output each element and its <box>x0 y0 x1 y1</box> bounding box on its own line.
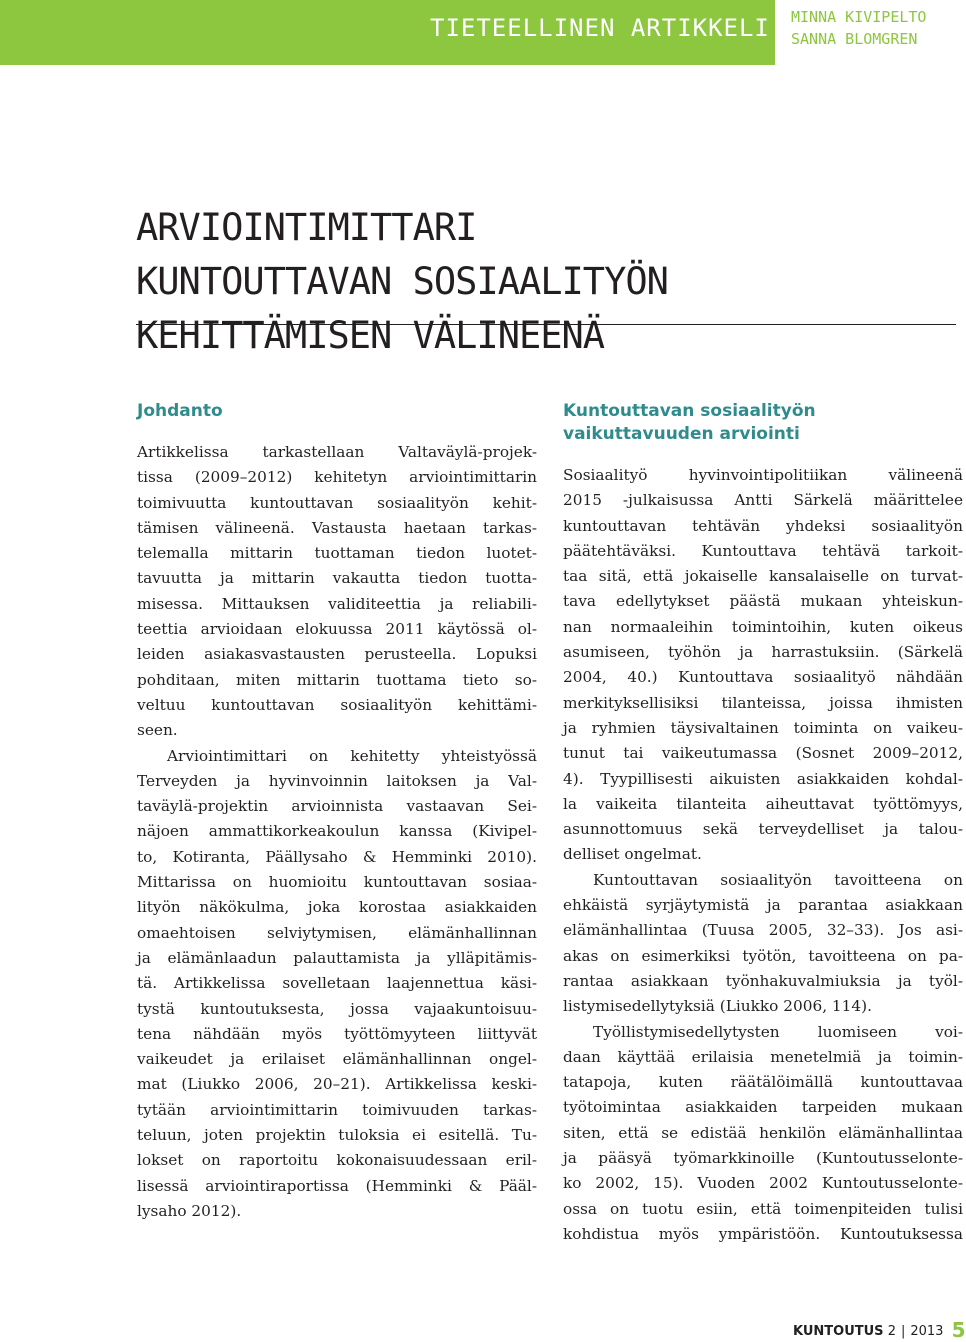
text-line: leiden asiakasvastausten perusteella. Lopuksi <box>137 645 537 664</box>
text-line: tytään arviointimittarin toimivuuden tarkas- <box>137 1100 537 1119</box>
text-line: pohditaan, miten mittarin tuottama tieto so- <box>137 670 537 689</box>
text-line: näjoen ammattikorkeakoulun kanssa (Kivipel- <box>137 822 537 841</box>
text-line: tatapoja, kuten räätälöimällä kuntouttavaa <box>563 1073 963 1092</box>
text-line: teettia arvioidaan elokuussa 2011 käytössä ol- <box>137 620 537 639</box>
text-line: taa sitä, että jokaiselle kansalaiselle on turvat- <box>563 567 963 586</box>
separator: | <box>900 1324 906 1339</box>
text-line: tunut tai vaikeutumassa (Sosnet 2009–2012, <box>563 744 963 763</box>
text-line: ossa on tuotu esiin, että toimenpiteiden tulisi <box>563 1199 963 1218</box>
text-line: nan normaaleihin toimintoihin, kuten oikeus <box>563 617 963 636</box>
text-line: omaehtoisen selviytymisen, elämänhallinnan <box>137 923 537 942</box>
text-line: taväylä-projektin arvioinnista vastaavan Sei- <box>137 797 537 816</box>
text-line: Työllistymisedellytysten luomiseen voi- <box>593 1022 963 1041</box>
text-line: Kuntouttavan sosiaalityön tavoitteena on <box>593 870 963 889</box>
left-column <box>137 400 537 1224</box>
article-title <box>136 201 668 363</box>
text-line: tava edellytykset päästä mukaan yhteiskun- <box>563 592 963 611</box>
title-line: KUNTOUTTAVAN SOSIAALITYÖN <box>136 259 668 303</box>
text-line: to, Kotiranta, Päällysaho & Hemminki 2010). <box>137 847 537 866</box>
text-line: vaikeudet ja erilaiset elämänhallinnan ongel- <box>137 1050 537 1069</box>
text-line: veltuu kuntouttavan sosiaalityön kehittämi- <box>137 695 537 714</box>
text-line: lokset on raportoitu kokonaisuudessaan eril- <box>137 1151 537 1170</box>
text-line: tena nähdään myös työttömyyteen liittyvät <box>137 1024 537 1043</box>
text-line: elämänhallintaa (Tuusa 2005, 32–33). Jos asi- <box>563 921 963 940</box>
text-line: lysaho 2012). <box>137 1201 242 1220</box>
text-line: asumiseen, työhön ja harrastuksiin. (Särkelä <box>563 643 963 662</box>
section-heading-johdanto: Johdanto <box>137 401 223 421</box>
author-list <box>791 6 926 50</box>
text-line: Artikkelissa tarkastellaan Valtaväylä-projek- <box>137 443 537 461</box>
text-line: seen. <box>137 721 178 740</box>
section-label: TIETEELLINEN ARTIKKELI <box>430 14 770 42</box>
text-line: ko 2002, 15). Vuoden 2002 Kuntoutusselonte- <box>563 1174 963 1193</box>
text-line: 4). Tyypillisesti aikuisten asiakkaiden kohdal- <box>563 769 963 788</box>
text-line: asunnottomuus sekä terveydelliset ja talou- <box>563 820 963 839</box>
heading-line: Kuntouttavan sosiaalityön <box>563 401 816 421</box>
title-rule <box>136 324 956 325</box>
author-name: SANNA BLOMGREN <box>791 30 918 48</box>
text-line: 2004, 40.) Kuntouttava sosiaalityö nähdään <box>563 668 963 687</box>
text-line: työtoimintaa asiakkaiden tarpeiden mukaan <box>563 1098 963 1117</box>
text-line: daan käyttää erilaisia menetelmiä ja toimin- <box>563 1047 963 1066</box>
text-line: Mittarissa on huomioitu kuntouttavan sosiaa- <box>137 873 537 892</box>
text-line: tavuutta ja mittarin vakautta tiedon tuotta- <box>137 569 537 588</box>
text-line: listymisedellytyksiä (Liukko 2006, 114). <box>563 997 872 1016</box>
section-heading-vaikuttavuus <box>563 400 963 446</box>
right-body <box>563 463 963 1247</box>
page-footer <box>793 1316 966 1340</box>
text-line: merkityksellisiksi tilanteissa, joissa ihmisten <box>563 693 963 712</box>
text-line: delliset ongelmat. <box>563 845 702 864</box>
text-line: misessa. Mittauksen validiteettia ja reliabili- <box>137 594 537 613</box>
text-line: mat (Liukko 2006, 20–21). Artikkelissa keski- <box>137 1075 537 1094</box>
text-line: telemalla mittarin tuottaman tiedon luotet- <box>137 544 537 563</box>
text-line: lityön näkökulma, joka korostaa asiakkaiden <box>137 898 537 917</box>
text-line: ja pääsyä työmarkkinoille (Kuntoutusselonte- <box>563 1149 963 1168</box>
text-line: siten, että se edistää henkilön elämänhallintaa <box>563 1123 963 1142</box>
text-line: Sosiaalityö hyvinvointipolitiikan välineenä <box>563 466 963 484</box>
issue-number: 2 <box>887 1324 896 1339</box>
text-line: Terveyden ja hyvinvoinnin laitoksen ja Val- <box>137 771 537 790</box>
left-body <box>137 440 537 1224</box>
text-line: kuntouttavan tehtävän yhdeksi sosiaalityön <box>563 516 963 535</box>
text-line: toimivuutta kuntouttavan sosiaalityön kehit- <box>137 493 537 512</box>
text-line: akas on esimerkiksi työtön, tavoitteena on pa- <box>563 946 963 965</box>
text-line: tä. Artikkelissa sovelletaan laajennettua käsi- <box>137 974 537 993</box>
heading-line: vaikuttavuuden arviointi <box>563 424 800 444</box>
text-line: teluun, joten projektin tuloksia ei esitellä. Tu- <box>137 1126 537 1145</box>
title-line: KEHITTÄMISEN VÄLINEENÄ <box>136 313 605 357</box>
text-line: päätehtäväksi. Kuntouttava tehtävä tarkoit- <box>563 541 963 560</box>
header-bar <box>0 0 775 65</box>
text-line: la vaikeita tilanteita aiheuttavat työttömyys, <box>563 794 963 813</box>
right-column <box>563 400 963 1247</box>
text-line: 2015 -julkaisussa Antti Särkelä määrittelee <box>563 491 963 510</box>
author-name: MINNA KIVIPELTO <box>791 8 927 26</box>
text-line: kohdistua myös ympäristöön. Kuntoutuksessa <box>563 1224 963 1243</box>
issue-year: 2013 <box>910 1324 944 1339</box>
text-line: ja ryhmien täysivaltainen toiminta on vaikeu- <box>563 718 963 737</box>
text-line: ehkäistä syrjäytymistä ja parantaa asiakkaan <box>563 896 963 915</box>
journal-name: KUNTOUTUS <box>793 1324 884 1339</box>
text-line: Arviointimittari on kehitetty yhteistyössä <box>167 746 537 765</box>
title-line: ARVIOINTIMITTARI <box>136 205 477 249</box>
text-line: tämisen välineenä. Vastausta haetaan tarkas- <box>137 518 537 537</box>
text-line: rantaa asiakkaan työnhakuvalmiuksia ja työl- <box>563 971 963 990</box>
page-number: 5 <box>951 1318 966 1342</box>
text-line: tissa (2009–2012) kehitetyn arviointimittarin <box>137 468 537 487</box>
text-line: lisessä arviointiraportissa (Hemminki & Pääl- <box>137 1176 537 1195</box>
text-line: tystä kuntoutuksesta, jossa vajaakuntoisuu- <box>137 999 537 1018</box>
text-line: ja elämänlaadun palauttamista ja ylläpitämis- <box>137 948 537 967</box>
